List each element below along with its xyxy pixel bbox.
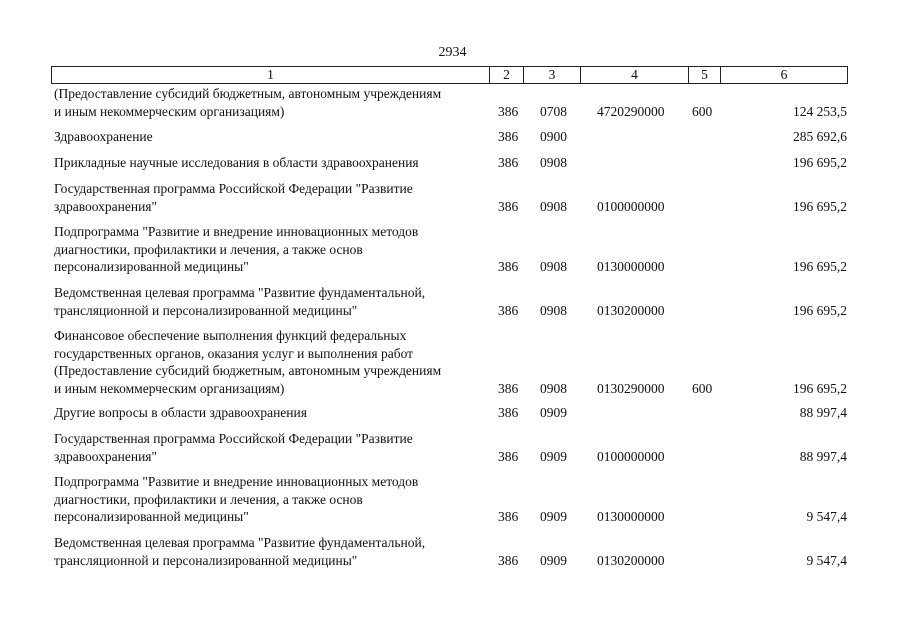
code-section: 0909 xyxy=(540,552,567,568)
description-line: Здравоохранение xyxy=(54,129,153,144)
amount: 196 695,2 xyxy=(793,380,847,396)
code-admin: 386 xyxy=(498,405,519,420)
page-number: 2934 xyxy=(438,45,467,60)
row-description xyxy=(54,284,490,319)
amount: 196 695,2 xyxy=(793,302,847,318)
code-admin: 386 xyxy=(498,198,519,214)
code-section: 0708 xyxy=(540,103,567,119)
amount: 124 253,5 xyxy=(793,103,847,119)
description-line: Государственная программа Российской Федерации "Развитие xyxy=(54,181,413,196)
code-section: 0908 xyxy=(540,198,567,214)
description-line: (Предоставление субсидий бюджетным, автономным учреждениям xyxy=(54,86,442,101)
code-section: 0908 xyxy=(540,155,567,170)
row-description xyxy=(54,223,490,276)
code-expense-type: 600 xyxy=(692,380,713,396)
code-expense-type: 600 xyxy=(692,103,713,119)
code-section: 0908 xyxy=(540,380,567,396)
header-col-5: 5 xyxy=(689,67,721,83)
code-target: 0130000000 xyxy=(597,509,665,524)
description-line: здравоохранения" xyxy=(54,448,158,464)
description-line: трансляционной и персонализированной медицины" xyxy=(54,302,358,318)
header-col-1: 1 xyxy=(52,67,490,83)
row-description xyxy=(54,534,490,569)
code-target: 0130200000 xyxy=(597,302,665,318)
description-line: государственных органов, оказания услуг и выполнения работ xyxy=(54,345,414,361)
description-line: и иным некоммерческим организациям) xyxy=(54,380,285,396)
code-admin: 386 xyxy=(498,302,519,318)
code-admin: 386 xyxy=(498,448,519,464)
description-line: здравоохранения" xyxy=(54,198,158,214)
description-line: и иным некоммерческим организациям) xyxy=(54,103,285,119)
description-line: (Предоставление субсидий бюджетным, автономным учреждениям xyxy=(54,363,442,378)
row-description xyxy=(54,473,490,526)
description-line: персонализированной медицины" xyxy=(54,509,249,524)
description-line: Финансовое обеспечение выполнения функций федеральных xyxy=(54,328,407,343)
code-admin: 386 xyxy=(498,509,519,524)
code-target: 0100000000 xyxy=(597,448,665,464)
code-section: 0908 xyxy=(540,302,567,318)
amount: 285 692,6 xyxy=(793,129,847,144)
amount: 9 547,4 xyxy=(806,509,847,524)
code-section: 0909 xyxy=(540,448,567,464)
description-line: персонализированной медицины" xyxy=(54,259,249,274)
code-admin: 386 xyxy=(498,103,519,119)
code-section: 0909 xyxy=(540,509,567,524)
code-target: 0100000000 xyxy=(597,198,665,214)
row-description xyxy=(54,327,490,397)
code-section: 0908 xyxy=(540,259,567,274)
row-description xyxy=(54,85,490,120)
amount: 9 547,4 xyxy=(806,552,847,568)
code-admin: 386 xyxy=(498,552,519,568)
description-line: диагностики, профилактики и лечения, а также основ xyxy=(54,491,363,507)
row-description xyxy=(54,128,490,146)
amount: 196 695,2 xyxy=(793,198,847,214)
description-line: Подпрограмма "Развитие и внедрение инновационных методов xyxy=(54,224,419,239)
row-description xyxy=(54,154,490,172)
code-target: 0130290000 xyxy=(597,380,665,396)
amount: 88 997,4 xyxy=(799,405,847,420)
code-section: 0900 xyxy=(540,129,567,144)
code-section: 0909 xyxy=(540,405,567,420)
header-col-4: 4 xyxy=(581,67,689,83)
row-description xyxy=(54,404,490,422)
row-description xyxy=(54,430,490,465)
amount: 196 695,2 xyxy=(793,155,847,170)
description-line: трансляционной и персонализированной медицины" xyxy=(54,552,358,568)
description-line: Ведомственная целевая программа "Развитие фундаментальной, xyxy=(54,535,426,550)
description-line: Другие вопросы в области здравоохранения xyxy=(54,405,307,420)
header-col-2: 2 xyxy=(490,67,524,83)
description-line: Подпрограмма "Развитие и внедрение инновационных методов xyxy=(54,474,419,489)
code-admin: 386 xyxy=(498,259,519,274)
description-line: Государственная программа Российской Федерации "Развитие xyxy=(54,431,413,446)
header-col-6: 6 xyxy=(780,67,788,82)
code-target: 4720290000 xyxy=(597,103,665,119)
description-line: Прикладные научные исследования в области здравоохранения xyxy=(54,155,419,170)
header-col-3: 3 xyxy=(524,67,581,83)
code-admin: 386 xyxy=(498,129,519,144)
code-target: 0130200000 xyxy=(597,552,665,568)
description-line: Ведомственная целевая программа "Развитие фундаментальной, xyxy=(54,285,426,300)
row-description xyxy=(54,180,490,215)
amount: 88 997,4 xyxy=(799,448,847,464)
code-admin: 386 xyxy=(498,380,519,396)
description-line: диагностики, профилактики и лечения, а также основ xyxy=(54,241,363,257)
code-target: 0130000000 xyxy=(597,259,665,274)
table-header xyxy=(51,66,848,84)
code-admin: 386 xyxy=(498,155,519,170)
amount: 196 695,2 xyxy=(793,259,847,274)
